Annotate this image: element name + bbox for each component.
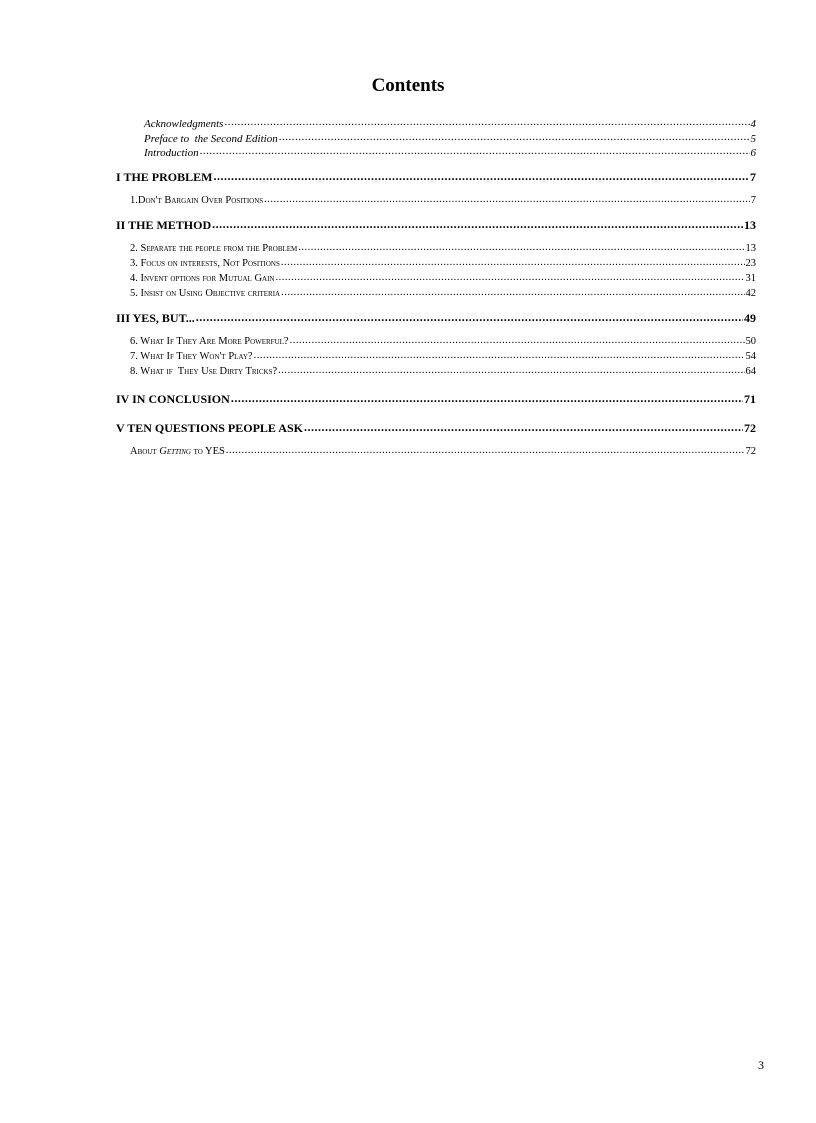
dot-leader	[264, 193, 750, 204]
toc-part-page: 72	[744, 420, 756, 435]
toc-chapter-about-getting-to-yes[interactable]	[116, 444, 756, 459]
toc-chapter-3[interactable]	[116, 256, 756, 271]
toc-chapter-page: 13	[745, 243, 756, 254]
dot-leader	[213, 169, 749, 181]
toc-part-label: V TEN QUESTIONS PEOPLE ASK	[116, 420, 303, 435]
toc-part-ten-questions[interactable]	[116, 420, 756, 435]
toc-entry-introduction[interactable]	[116, 145, 756, 160]
toc-chapter-label: 8. What if They Use Dirty Tricks?	[130, 366, 278, 377]
dot-leader	[231, 391, 743, 403]
label-emphasis: Getting	[159, 446, 191, 457]
toc-chapter-page: 64	[745, 366, 756, 377]
dot-leader	[281, 256, 745, 267]
toc-chapter-page: 42	[745, 288, 756, 299]
toc-part-the-problem[interactable]	[116, 169, 756, 184]
toc-chapter-5[interactable]	[116, 286, 756, 301]
dot-leader	[224, 116, 749, 127]
toc-part-page: 7	[750, 169, 756, 184]
dot-leader	[196, 310, 743, 322]
toc-part-label: IV IN CONCLUSION	[116, 391, 230, 406]
toc-chapter-label	[130, 445, 225, 459]
page-title: Contents	[371, 75, 445, 96]
toc-chapter-page: 50	[745, 336, 756, 347]
toc-chapter-label: 2. Separate the people from the Problem	[130, 243, 298, 254]
toc-chapter-label: 7. What If They Won't Play?	[130, 351, 253, 362]
toc-chapter-label: 3. Focus on interests, Not Positions	[130, 258, 280, 269]
toc-part-label: I THE PROBLEM	[116, 169, 213, 184]
label-prefix: About	[130, 446, 160, 457]
dot-leader	[298, 241, 744, 252]
dot-leader	[279, 131, 750, 142]
page-number: 3	[758, 1058, 764, 1072]
toc-chapter-8[interactable]	[116, 364, 756, 379]
toc-entry-page: 5	[750, 132, 756, 145]
toc-chapter-page: 23	[745, 258, 756, 269]
toc-part-yes-but[interactable]	[116, 310, 756, 325]
toc-chapter-1[interactable]	[116, 193, 756, 208]
dot-leader	[254, 349, 745, 360]
dot-leader	[275, 271, 744, 282]
dot-leader	[290, 334, 745, 345]
toc-entry-page: 4	[750, 118, 756, 130]
toc-chapter-4[interactable]	[116, 271, 756, 286]
toc-chapter-2[interactable]	[116, 241, 756, 256]
toc-entry-page: 6	[750, 147, 756, 159]
toc-part-page: 13	[744, 217, 756, 232]
toc-chapter-label: 4. Invent options for Mutual Gain	[130, 273, 275, 284]
toc-entry-label: Acknowledgments	[144, 118, 224, 130]
table-of-contents	[116, 116, 756, 459]
toc-chapter-7[interactable]	[116, 349, 756, 364]
toc-chapter-label: 1.Don't Bargain Over Positions	[130, 195, 264, 206]
toc-chapter-page: 54	[745, 351, 756, 362]
label-suffix: to YES	[190, 446, 225, 457]
dot-leader	[304, 420, 743, 432]
toc-chapter-page: 7	[750, 195, 756, 206]
dot-leader	[278, 364, 744, 375]
dot-leader	[226, 444, 745, 455]
toc-part-label: III YES, BUT...	[116, 310, 195, 325]
toc-part-label: II THE METHOD	[116, 217, 212, 232]
toc-part-in-conclusion[interactable]	[116, 391, 756, 406]
dot-leader	[212, 217, 743, 229]
toc-entry-label: Introduction	[144, 147, 199, 159]
toc-chapter-6[interactable]	[116, 334, 756, 349]
toc-chapter-label: 6. What If They Are More Powerful?	[130, 336, 289, 347]
dot-leader	[200, 145, 750, 156]
toc-chapter-page: 31	[745, 273, 756, 284]
toc-part-page: 49	[744, 310, 756, 325]
toc-entry-preface[interactable]	[116, 131, 756, 146]
toc-part-page: 71	[744, 391, 756, 406]
dot-leader	[281, 286, 744, 297]
toc-entry-acknowledgments[interactable]	[116, 116, 756, 131]
toc-chapter-label: 5. Insist on Using Objective criteria	[130, 288, 281, 299]
toc-part-the-method[interactable]	[116, 217, 756, 232]
toc-entry-label: Preface to the Second Edition	[144, 132, 278, 145]
toc-chapter-page: 72	[745, 446, 756, 457]
